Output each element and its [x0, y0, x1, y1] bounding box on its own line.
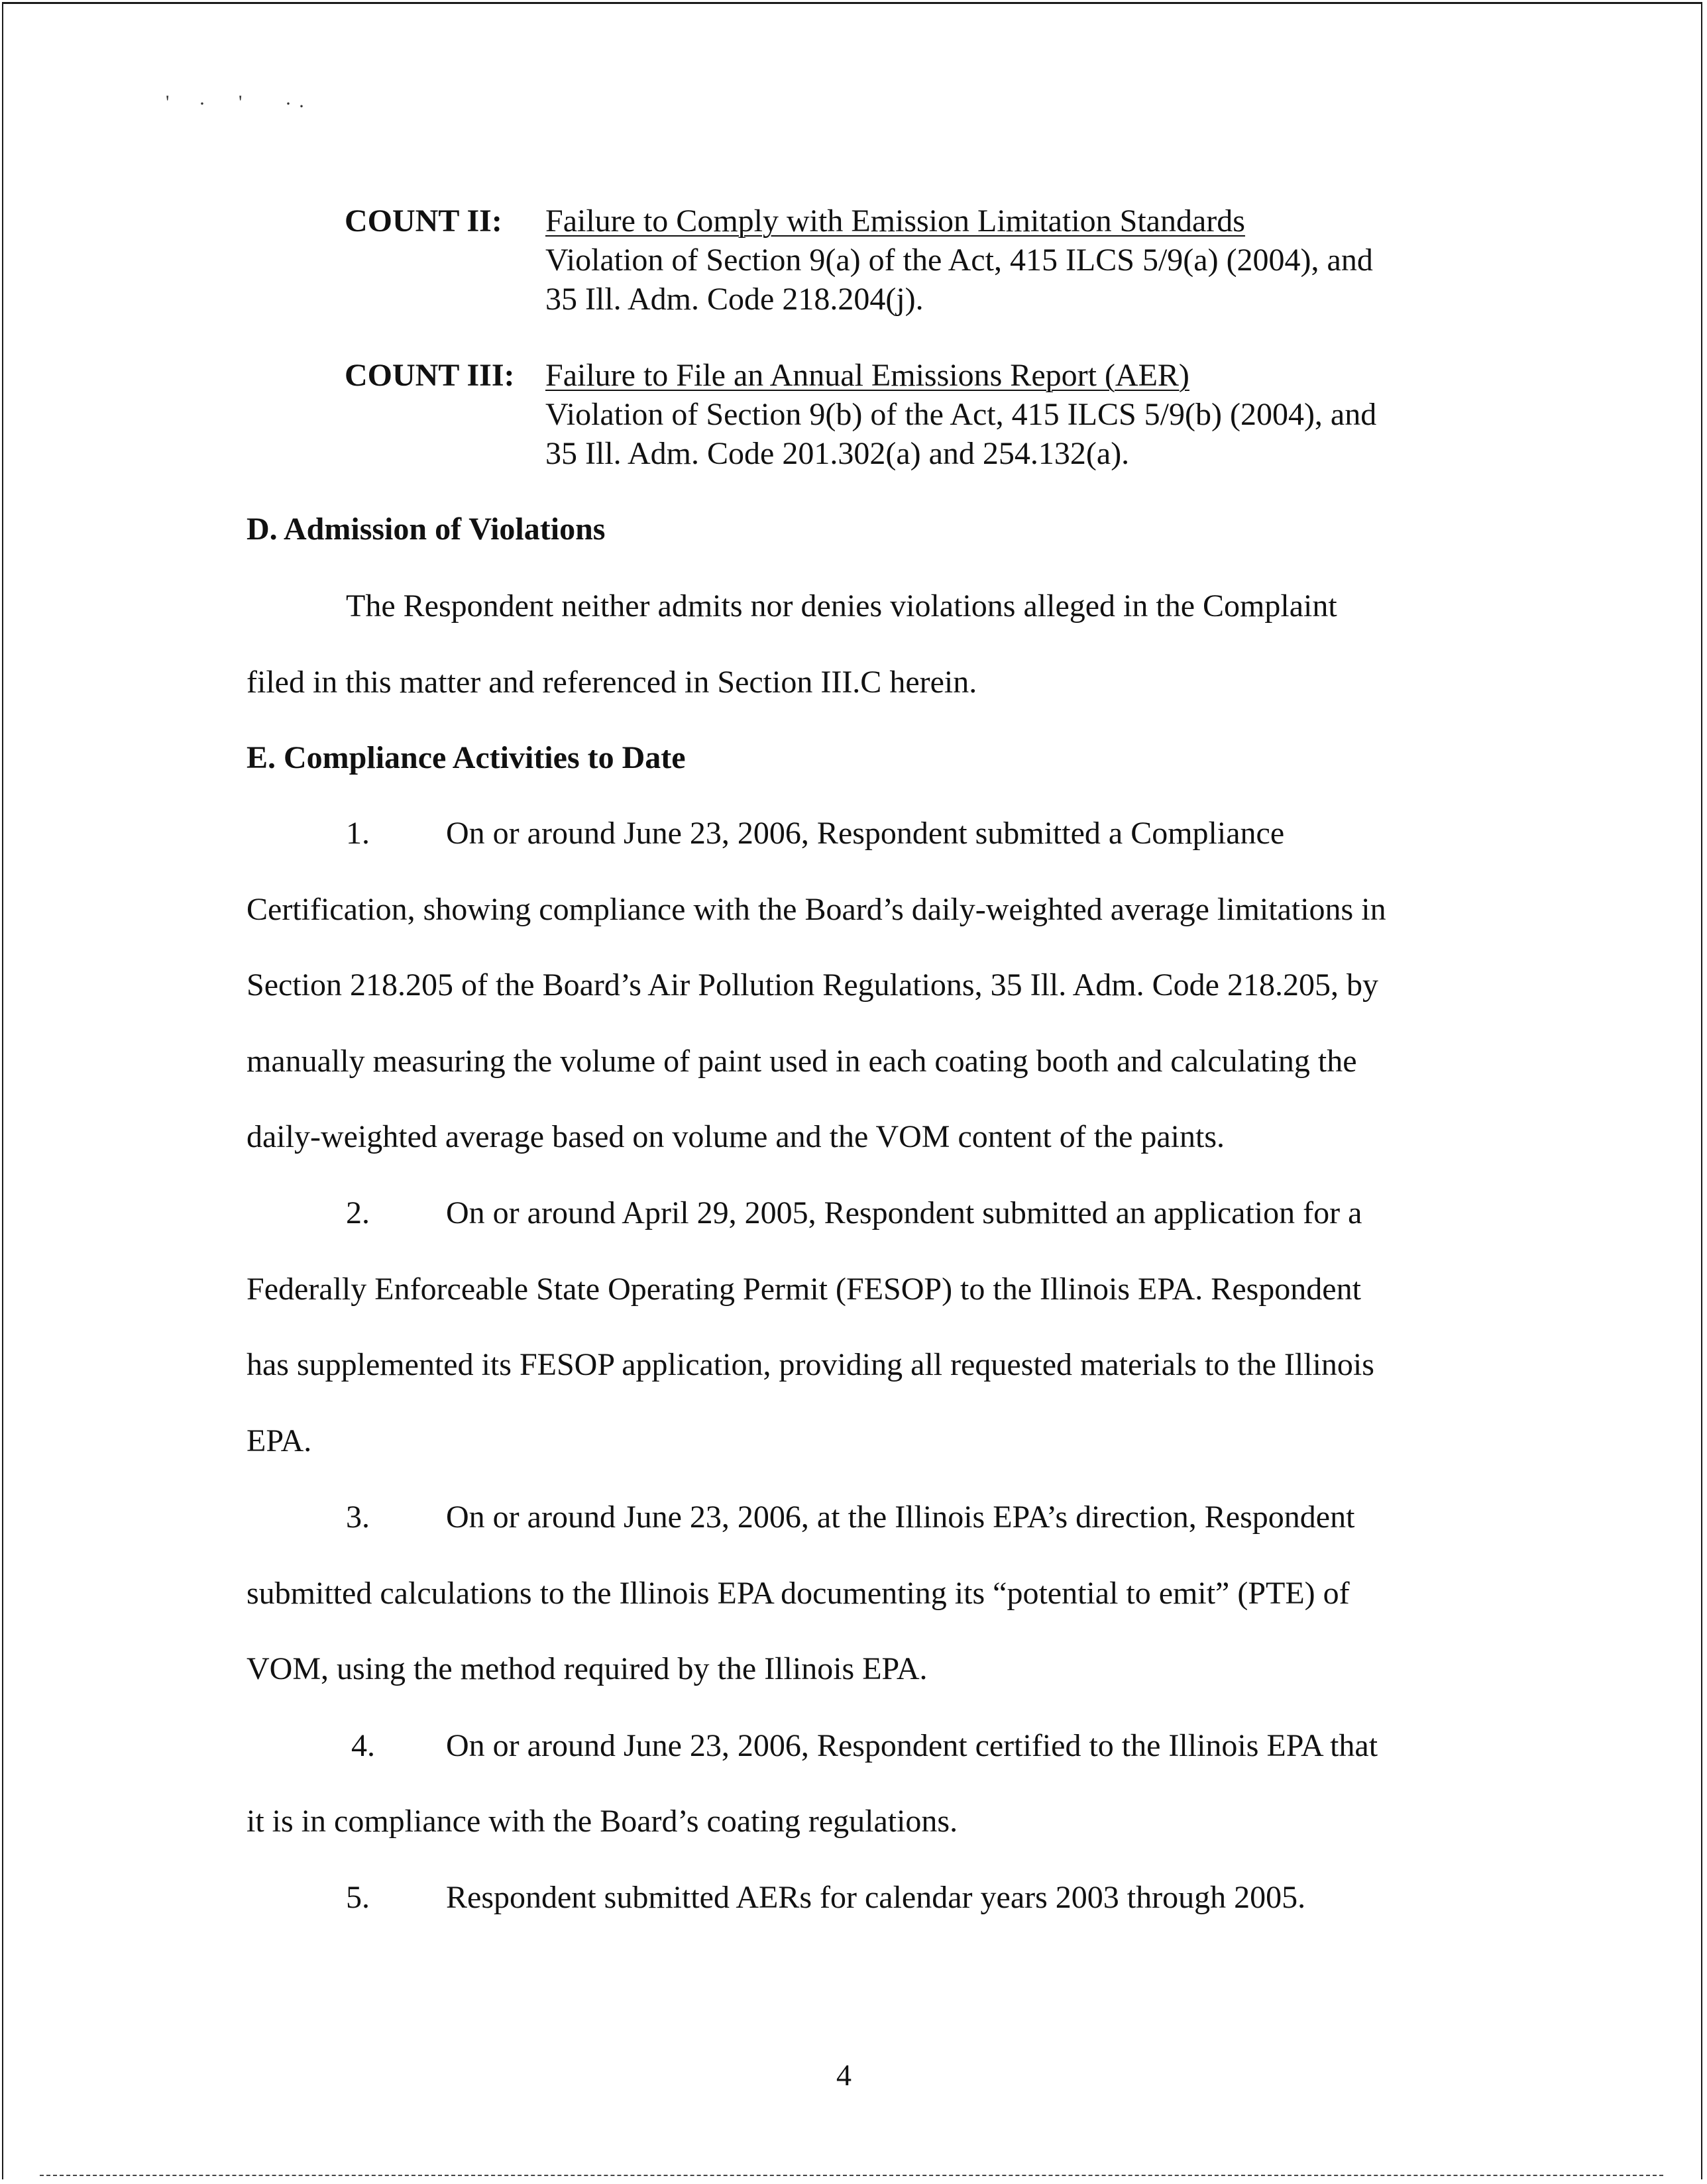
- item-4-number: 4.: [351, 1728, 375, 1763]
- item-1-line-4: manually measuring the volume of paint used in each coating booth and calculating the: [247, 1044, 1357, 1079]
- item-2-number: 2.: [346, 1195, 370, 1230]
- item-1-line-3: Section 218.205 of the Board’s Air Pollution Regulations, 35 Ill. Adm. Code 218.205, by: [247, 967, 1378, 1003]
- item-3-line-2: submitted calculations to the Illinois EPA documenting its “potential to emit” (PTE) of: [247, 1576, 1350, 1611]
- item-1-line-5: daily-weighted average based on volume and the VOM content of the paints.: [247, 1119, 1225, 1154]
- count-iii-citation-line-1: Violation of Section 9(b) of the Act, 415 ILCS 5/9(b) (2004), and: [545, 397, 1377, 432]
- item-2-line-4: EPA.: [247, 1423, 312, 1458]
- section-d-heading: D. Admission of Violations: [247, 512, 606, 547]
- item-1-line-2: Certification, showing compliance with the Board’s daily-weighted average limitations in: [247, 892, 1386, 927]
- item-3-line-3: VOM, using the method required by the Illinois EPA.: [247, 1651, 928, 1686]
- item-3-line-1: On or around June 23, 2006, at the Illinois EPA’s direction, Respondent: [446, 1500, 1355, 1535]
- item-1-line-1: On or around June 23, 2006, Respondent submitted a Compliance: [446, 816, 1285, 851]
- page-number: 4: [836, 2058, 852, 2092]
- section-e-heading: E. Compliance Activities to Date: [247, 740, 686, 775]
- count-ii-citation-line-2: 35 Ill. Adm. Code 218.204(j).: [545, 282, 924, 317]
- item-3-number: 3.: [346, 1500, 370, 1535]
- scan-speck: ·: [298, 95, 305, 117]
- section-d-line-1: The Respondent neither admits nor denies violations alleged in the Complaint: [346, 588, 1337, 624]
- scan-speck: ·: [285, 93, 292, 115]
- count-ii-title: Failure to Comply with Emission Limitation Standards: [545, 203, 1245, 239]
- item-5-line-1: Respondent submitted AERs for calendar years 2003 through 2005.: [446, 1880, 1306, 1915]
- item-2-line-1: On or around April 29, 2005, Respondent submitted an application for a: [446, 1195, 1362, 1230]
- item-4-line-2: it is in compliance with the Board’s coating regulations.: [247, 1804, 958, 1839]
- count-iii-citation-line-2: 35 Ill. Adm. Code 201.302(a) and 254.132(a).: [545, 436, 1130, 471]
- item-5-number: 5.: [346, 1880, 370, 1915]
- count-ii-citation-line-1: Violation of Section 9(a) of the Act, 415 ILCS 5/9(a) (2004), and: [545, 243, 1373, 278]
- item-2-line-3: has supplemented its FESOP application, providing all requested materials to the Illinois: [247, 1347, 1374, 1382]
- item-1-number: 1.: [346, 816, 370, 851]
- scan-speck: ·: [199, 93, 205, 115]
- count-iii-label: COUNT III:: [345, 358, 515, 393]
- count-ii-label: COUNT II:: [345, 203, 502, 239]
- item-4-line-1: On or around June 23, 2006, Respondent certified to the Illinois EPA that: [446, 1728, 1378, 1763]
- section-d-line-2: filed in this matter and referenced in Section III.C herein.: [247, 665, 977, 700]
- item-2-line-2: Federally Enforceable State Operating Permit (FESOP) to the Illinois EPA. Respondent: [247, 1272, 1361, 1307]
- scan-speck: ': [239, 91, 243, 113]
- count-iii-title: Failure to File an Annual Emissions Report (AER): [545, 358, 1189, 393]
- page-border: [2, 2, 1702, 2179]
- bottom-rule: [40, 2175, 1663, 2176]
- scan-speck: ': [166, 91, 170, 113]
